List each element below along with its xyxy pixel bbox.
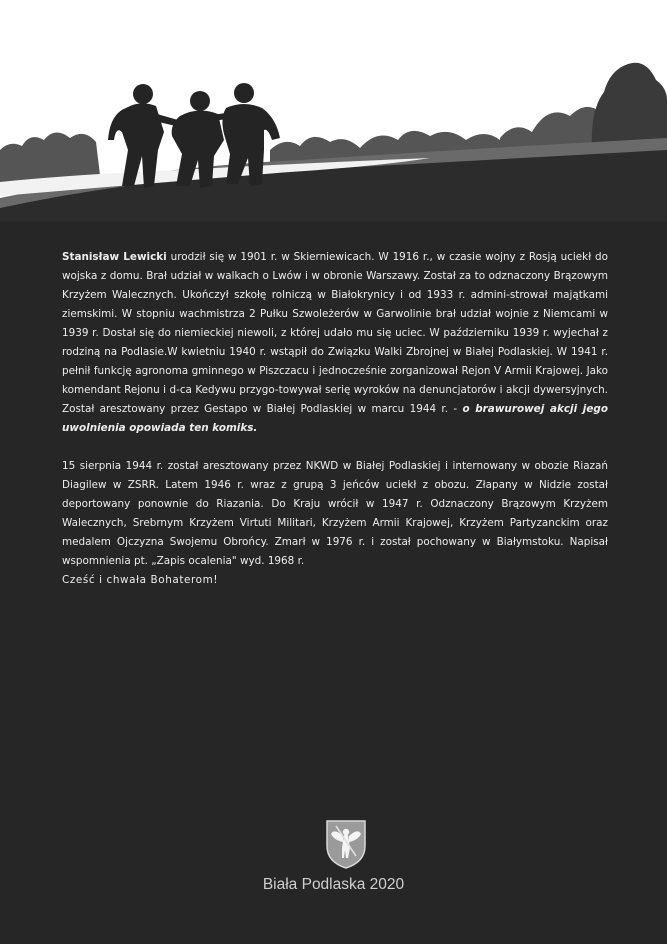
biography-paragraph-1	[62, 248, 608, 438]
comic-teaser: o brawurowej akcji jego uwolnienia opowiada ten komiks.	[62, 403, 608, 434]
coat-of-arms-icon	[324, 818, 368, 870]
closing-line: Cześć i chwała Bohaterom!	[62, 574, 219, 586]
paragraph-2-body: 15 sierpnia 1944 r. został aresztowany przez NKWD w Białej Podlaskiej i internowany w obozie Riazań Diagilew w ZSRR. Latem 1946 r. wraz z grupą 3 jeńców uciekł z obozu. Złapany w Nidzie został deportowany ponownie do Riazania. Do Kraju wrócił w 1947 r. Odznaczony Brązowym Krzyżem Walecznych, Srebrnym Krzyżem Virtuti Militari, Krzyżem Armii Krajowej, Krzyżem Partyzanckim oraz medalem Ojczyzna Swojemu Obrońcy. Zmarł w 1976 r. i został pochowany w Białymstoku. Napisał wspomnienia pt. „Zapis ocalenia" wyd. 1968 r.	[62, 460, 608, 567]
biography-text	[62, 248, 608, 590]
hero-name: Stanisław Lewicki	[62, 251, 167, 263]
footer-place-year: Biała Podlaska 2020	[262, 876, 405, 893]
biography-paragraph-2	[62, 457, 608, 590]
silhouette-illustration	[0, 0, 667, 230]
paragraph-1-body: urodził się w 1901 r. w Skierniewicach. W 1916 r., w czasie wojny z Rosją uciekł do wojska z domu. Brał udział w walkach o Lwów i w obronie Warszawy. Został za to odznaczony Brązowym Krzyżem Walecznych. Ukończył szkołę rolniczą w Białokrynicy i od 1933 r. admini-strował majątkami ziemskimi. W stopniu wachmistrza 2 Pułku Szwoleżerów w Garwolinie brał udział wojnie z Niemcami w 1939 r. Dostał się do niemieckiej niewoli, z której udało mu się uciec. W październiku 1939 r. wyjechał z rodziną na Podlasie.W kwietniu 1940 r. wstąpił do Związku Walki Zbrojnej w Białej Podlaskiej. W 1941 r. pełnił funkcję agronoma gminnego w Piszczacu i jednocześnie zorganizował Rejon V Armii Krajowej. Jako komendant Rejonu i d-ca Kedywu przygo-towywał serię wyroków na denuncjatorów i akcji dywersyjnych. Został aresztowany przez Gestapo w Białej Podlaskiej w marcu 1944 r. -	[62, 251, 608, 415]
